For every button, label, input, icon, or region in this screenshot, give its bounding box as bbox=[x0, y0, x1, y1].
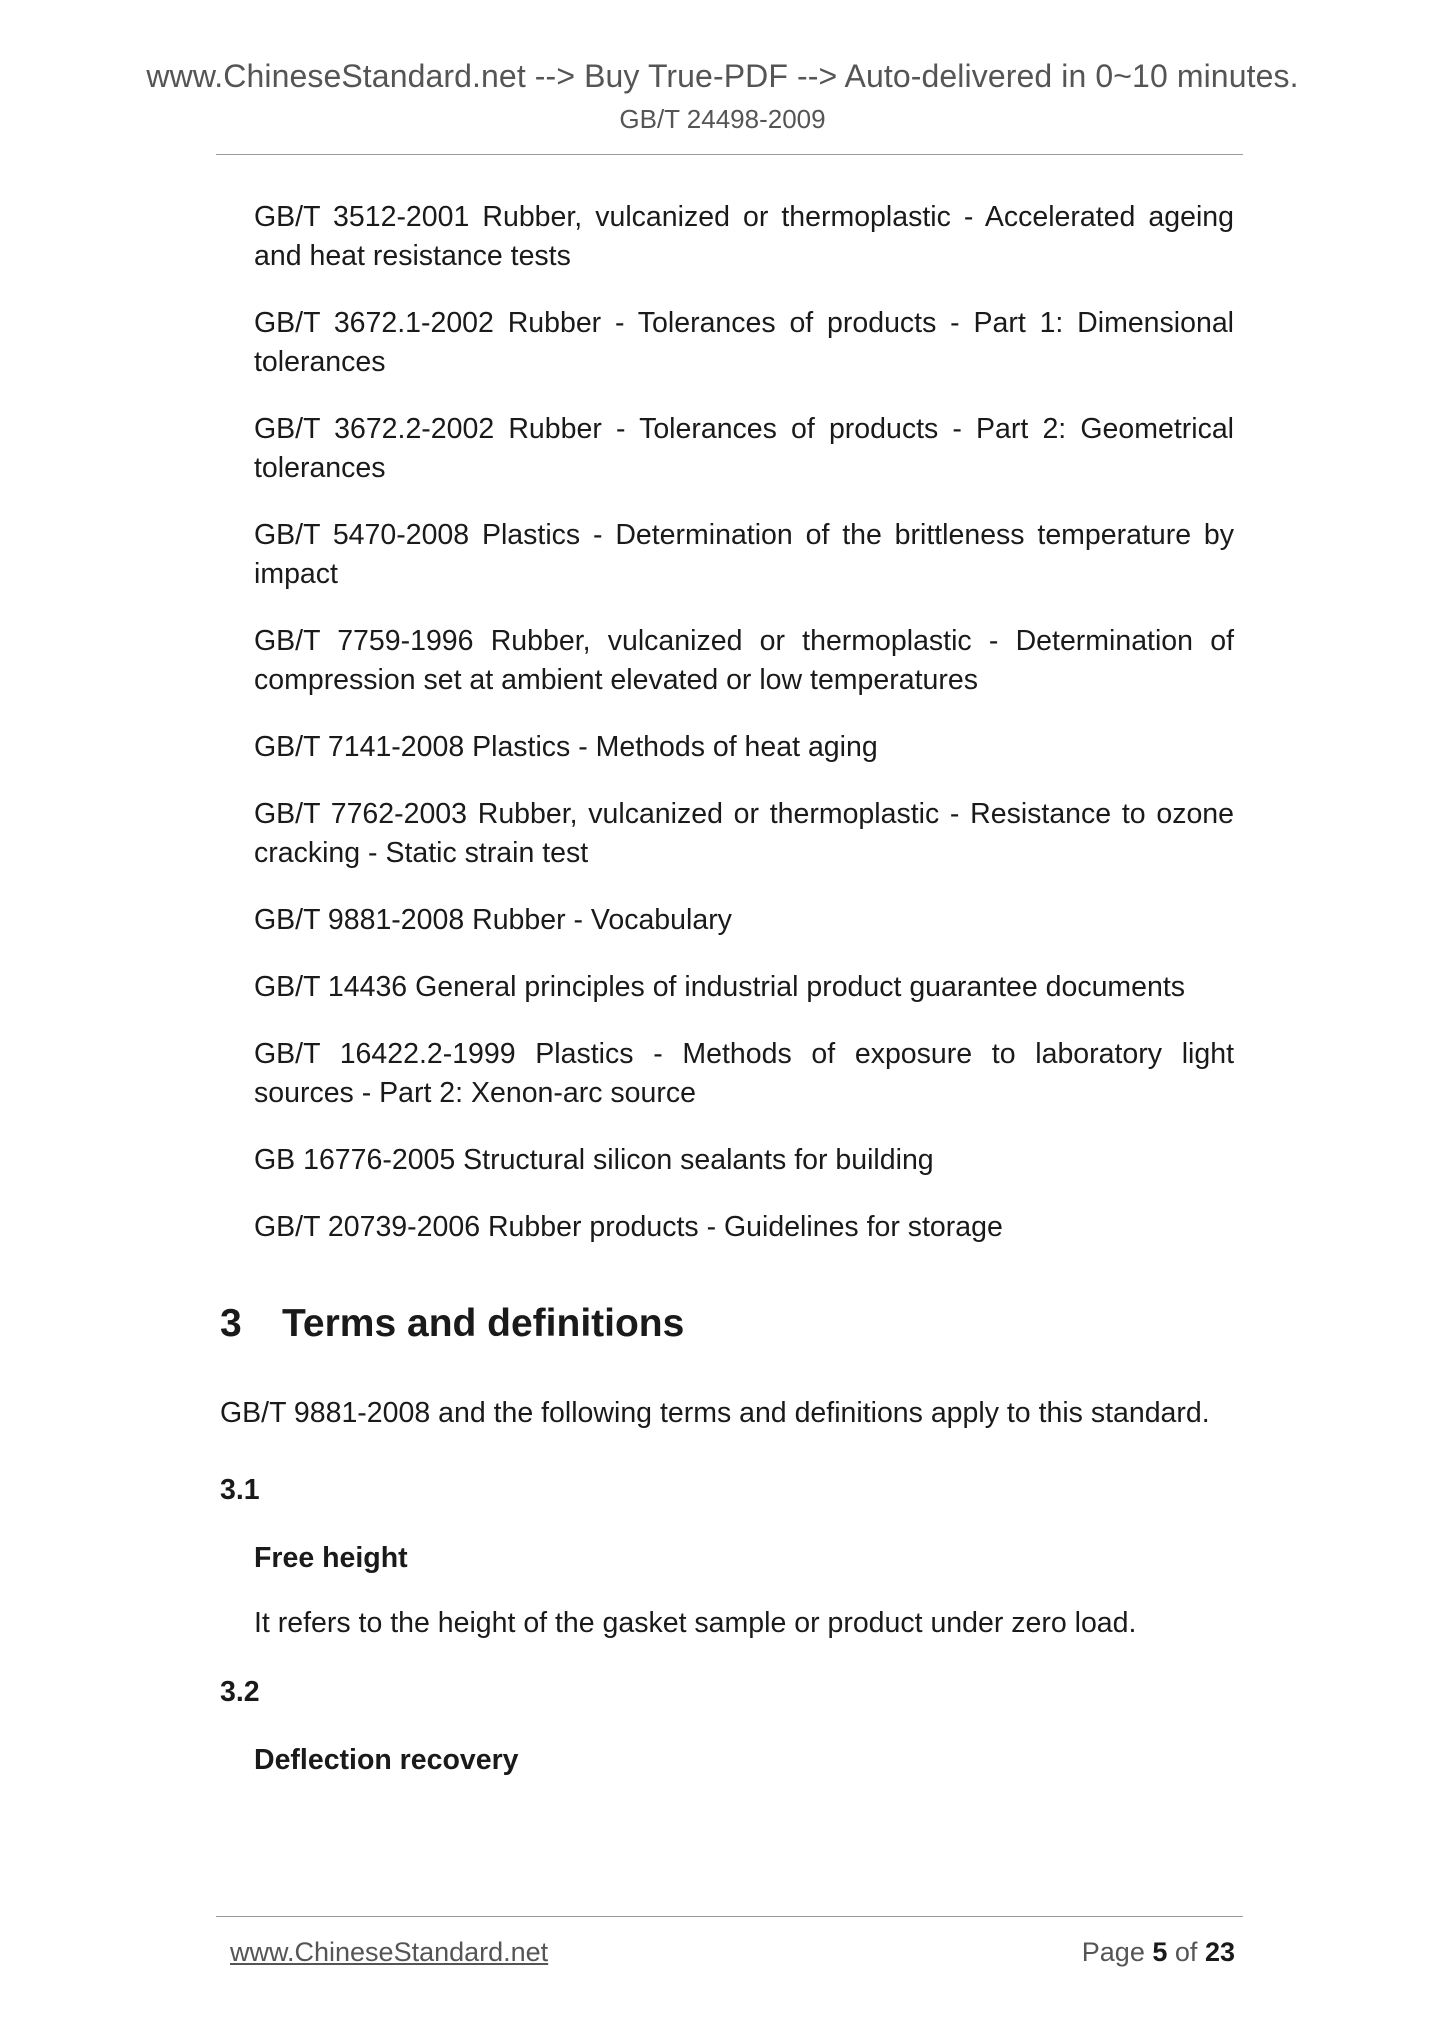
reference-item: GB/T 3672.2-2002 Rubber - Tolerances of products - Part 2: Geometrical tolerances bbox=[254, 413, 1234, 484]
page-indicator bbox=[1082, 1937, 1235, 1968]
section-heading bbox=[220, 1302, 684, 1346]
clause-number: 3.2 bbox=[220, 1676, 260, 1708]
reference-item: GB/T 3512-2001 Rubber, vulcanized or thermoplastic - Accelerated ageing and heat resistance tests bbox=[254, 201, 1234, 272]
normative-references-list bbox=[254, 198, 1234, 1275]
reference-item: GB 16776-2005 Structural silicon sealants for building bbox=[254, 1144, 934, 1176]
reference-item: GB/T 14436 General principles of industrial product guarantee documents bbox=[254, 971, 1186, 1003]
section-intro: GB/T 9881-2008 and the following terms and definitions apply to this standard. bbox=[220, 1397, 1210, 1429]
page-prefix: Page bbox=[1081, 1937, 1145, 1967]
reference-item: GB/T 7762-2003 Rubber, vulcanized or thermoplastic - Resistance to ozone cracking - Static strain test bbox=[254, 798, 1234, 869]
header-divider bbox=[216, 154, 1243, 155]
term-definition: It refers to the height of the gasket sample or product under zero load. bbox=[254, 1607, 1137, 1639]
site-banner: www.ChineseStandard.net --> Buy True-PDF --> Auto-delivered in 0~10 minutes. bbox=[146, 58, 1299, 94]
standard-code: GB/T 24498-2009 bbox=[619, 104, 826, 134]
page-current: 5 bbox=[1152, 1937, 1168, 1967]
reference-item: GB/T 7141-2008 Plastics - Methods of heat aging bbox=[254, 731, 878, 763]
term-title: Free height bbox=[254, 1542, 408, 1574]
clause-number: 3.1 bbox=[220, 1474, 260, 1506]
reference-item: GB/T 9881-2008 Rubber - Vocabulary bbox=[254, 904, 732, 936]
reference-item: GB/T 16422.2-1999 Plastics - Methods of exposure to laboratory light sources - Part 2: Xenon-arc source bbox=[254, 1038, 1234, 1109]
reference-item: GB/T 5470-2008 Plastics - Determination of the brittleness temperature by impact bbox=[254, 519, 1234, 590]
page-sep: of bbox=[1174, 1937, 1198, 1967]
term-title: Deflection recovery bbox=[254, 1744, 519, 1776]
reference-item: GB/T 20739-2006 Rubber products - Guidelines for storage bbox=[254, 1211, 1003, 1243]
footer-divider bbox=[216, 1916, 1243, 1917]
footer-website-link[interactable]: www.ChineseStandard.net bbox=[230, 1937, 549, 1967]
reference-item: GB/T 7759-1996 Rubber, vulcanized or thermoplastic - Determination of compression set at ambient elevated or low temperatures bbox=[254, 625, 1234, 696]
section-title: Terms and definitions bbox=[282, 1302, 685, 1345]
reference-item: GB/T 3672.1-2002 Rubber - Tolerances of products - Part 1: Dimensional tolerances bbox=[254, 307, 1234, 378]
page-total: 23 bbox=[1204, 1937, 1235, 1967]
section-number: 3 bbox=[220, 1302, 242, 1345]
